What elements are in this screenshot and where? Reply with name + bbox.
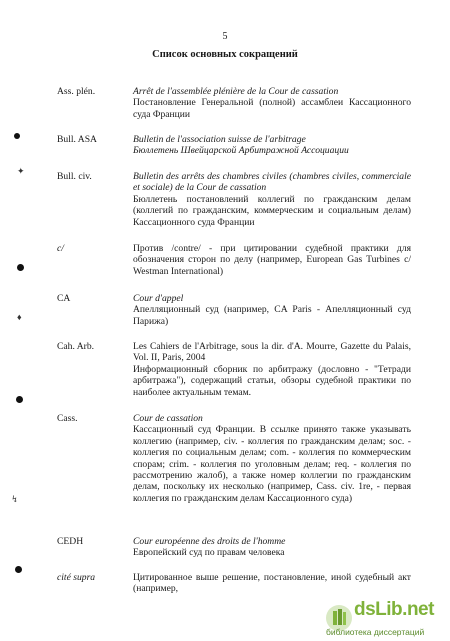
abbreviation-term: Ass. plén. — [57, 86, 96, 97]
definition-translation: Информационный сборник по арбитражу (дословно - "Тетради арбитража"), содержащий статьи, обзоры судебной практики по наиболее актуальным темам. — [133, 363, 411, 398]
definition-translation: Бюллетень постановлений коллегий по гражданским делам (коллегий по гражданским, коммерческим и социальным делам) Кассационного суда Франции — [133, 193, 411, 228]
abbreviation-term: Bull. ASA — [57, 134, 97, 145]
abbreviation-definition — [133, 243, 411, 277]
abbreviation-term: cité supra — [57, 572, 96, 583]
watermark-brand: dsLib.net — [354, 599, 434, 620]
abbreviation-term: CEDH — [57, 536, 84, 547]
definition-translation: Апелляционный суд (например, CA Paris - Апелляционный суд Парижа) — [133, 304, 411, 327]
definition-original: Arrêt de l'assemblée plénière de la Cour de cassation — [133, 86, 339, 97]
definition-translation: Цитированное выше решение, постановление, иной судебный акт (например, — [133, 572, 411, 595]
definition-translation: Постановление Генеральной (полной) ассамблеи Кассационного суда Франции — [133, 97, 411, 120]
abbreviation-term: Cah. Arb. — [57, 341, 95, 352]
definition-original: Cour européenne des droits de l'homme — [133, 536, 286, 547]
abbreviation-term: Bull. civ. — [57, 171, 92, 182]
page-title: Список основных сокращений — [152, 49, 298, 60]
definition-translation: Против /contre/ - при цитировании судебной практики для обозначения сторон по делу (например, European Gas Turbines c/ Westman International) — [133, 243, 411, 277]
margin-dot — [16, 396, 23, 403]
definition-translation: Европейский суд по правам человека — [133, 547, 285, 559]
abbreviation-definition — [133, 341, 411, 398]
abbreviation-term: c/ — [57, 243, 64, 254]
definition-original: Cour de cassation — [133, 413, 203, 424]
page-number: 5 — [222, 31, 228, 42]
margin-dot — [14, 133, 20, 139]
watermark — [324, 599, 444, 637]
margin-mark: ✦ — [17, 166, 25, 176]
definition-translation: Бюллетень Швейцарской Арбитражной Ассоциации — [133, 145, 349, 157]
abbreviation-definition — [133, 293, 411, 327]
abbreviation-definition — [133, 171, 411, 228]
abbreviation-definition — [133, 536, 411, 559]
definition-translation: Кассационный суд Франции. В ссылке принято также указывать коллегию (например, civ. - коллегия по гражданским делам; soc. - коллегия по социальным делам; com. - коллегия по коммерческим спорам; crim. - коллегия по уголовным делам; req. - коллегия по рассмотрению жалоб), а также номер коллегии по гражданским делам, поскольку их несколько (например, Cass. civ. 1re, - первая коллегия по гражданским делам Кассационного суда) — [133, 424, 411, 504]
margin-dot — [15, 566, 22, 573]
definition-original: Les Cahiers de l'Arbitrage, sous la dir. d'A. Mourre, Gazette du Palais, Vol. II, Paris, 2004 — [133, 341, 411, 364]
margin-mark: ↯ — [11, 494, 19, 504]
abbreviation-definition — [133, 134, 411, 157]
abbreviation-definition — [133, 572, 411, 595]
abbreviation-definition — [133, 413, 411, 504]
definition-original: Bulletin de l'association suisse de l'arbitrage — [133, 134, 306, 145]
definition-original: Bulletin des arrêts des chambres civiles (chambres civiles, commerciale et sociale) de la Cour de cassation — [133, 171, 411, 194]
definition-original: Cour d'appel — [133, 293, 184, 304]
margin-dot — [17, 264, 24, 271]
abbreviation-term: Cass. — [57, 413, 78, 424]
abbreviation-definition — [133, 86, 411, 120]
watermark-subtitle: библиотека диссертаций — [326, 627, 425, 637]
margin-mark: ♦ — [17, 312, 22, 322]
abbreviation-term: CA — [57, 293, 71, 304]
